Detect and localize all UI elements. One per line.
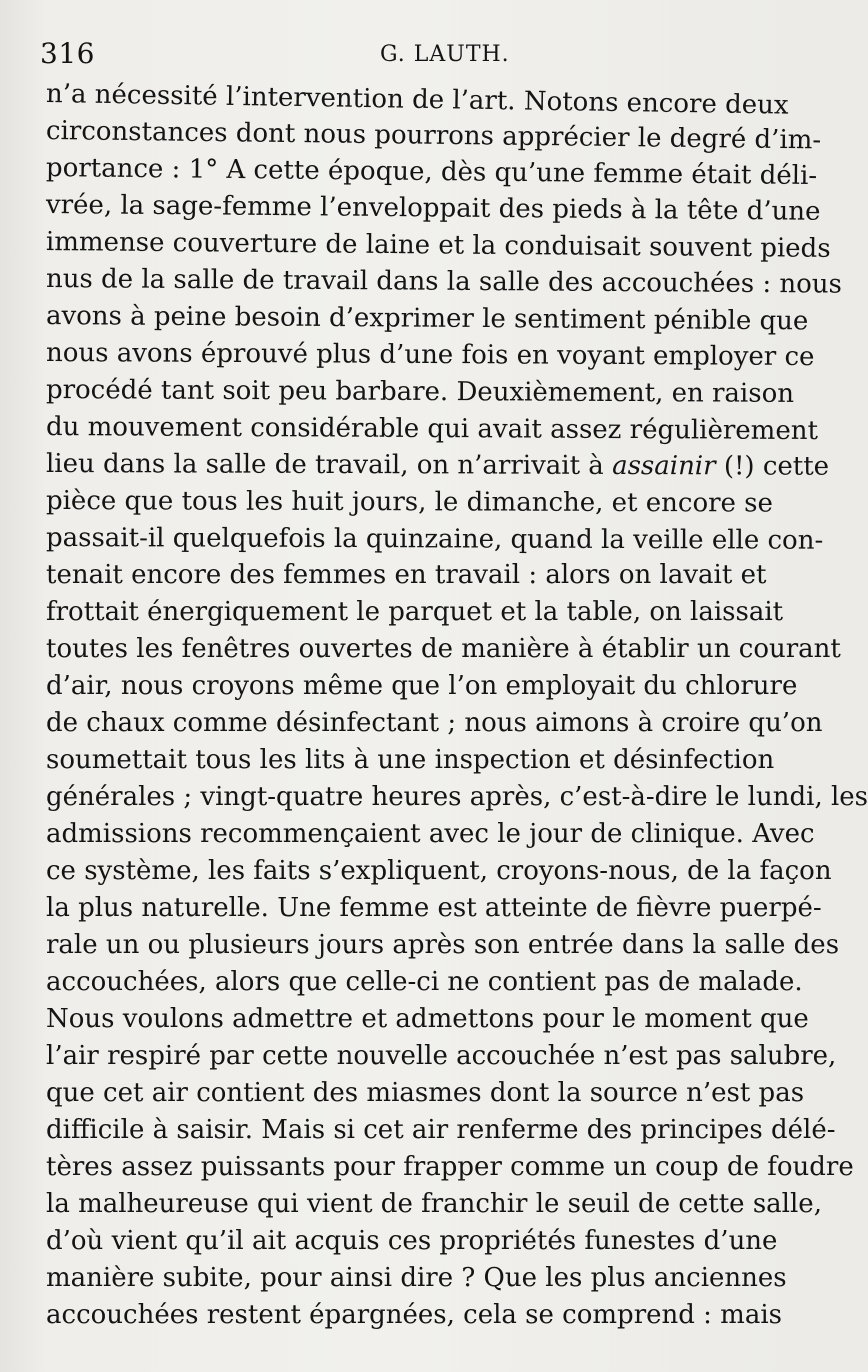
text-line: circonstances dont nous pourrons apprécier le degré d’im- [45, 116, 822, 156]
text-line: de chaux comme désinfectant ; nous aimons à croire qu’on [46, 708, 823, 738]
body-text [45, 76, 868, 1334]
text-line: soumettait tous les lits à une inspection et désinfection [46, 745, 775, 775]
text-line: ce système, les faits s’expliquent, croyons-nous, de la façon [46, 856, 832, 886]
text-line: d’où vient qu’il ait acquis ces propriétés funestes d’une [46, 1226, 778, 1256]
text-line: frottait énergiquement le parquet et la table, on laissait [46, 597, 784, 627]
italic-word: assainir [612, 450, 716, 482]
running-head-author: G. LAUTH. [380, 42, 510, 67]
text-line: avons à peine besoin d’exprimer le sentiment pénible que [45, 301, 809, 337]
text-line: n’a nécessité l’intervention de l’art. Notons encore deux [45, 79, 789, 121]
text-line: toutes les fenêtres ouvertes de manière à établir un courant [46, 634, 841, 664]
text-line: la malheureuse qui vient de franchir le seuil de cette salle, [46, 1189, 822, 1219]
text-line: vrée, la sage-femme l’enveloppait des pieds à la tête d’une [45, 190, 821, 227]
text-line: immense couverture de laine et la conduisait souvent pieds [45, 227, 831, 264]
text-line: du mouvement considérable qui avait assez régulièrement [45, 412, 819, 447]
text-segment: lieu dans la salle de travail, on n’arrivait à [45, 449, 613, 481]
text-line: rale un ou plusieurs jours après son entrée dans la salle des [46, 930, 840, 960]
text-line: nous avons éprouvé plus d’une fois en voyant employer ce [45, 338, 815, 373]
text-line: passait-il quelquefois la quinzaine, quand la veille elle con- [45, 523, 824, 556]
text-line [45, 446, 830, 485]
text-line: nus de la salle de travail dans la salle des accouchées : nous [45, 264, 843, 300]
page-number: 316 [40, 37, 95, 70]
text-line: procédé tant soit peu barbare. Deuxièmement, en raison [45, 375, 795, 409]
text-line: admissions recommençaient avec le jour de clinique. Avec [46, 819, 815, 849]
text-line: la plus naturelle. Une femme est atteinte de fièvre puerpé- [46, 893, 822, 923]
text-line: manière subite, pour ainsi dire ? Que les plus anciennes [46, 1263, 787, 1293]
text-line: tères assez puissants pour frapper comme un coup de foudre [46, 1152, 854, 1182]
text-line: que cet air contient des miasmes dont la source n’est pas [46, 1078, 805, 1108]
text-line: générales ; vingt-quatre heures après, c’est-à-dire le lundi, les [46, 782, 868, 812]
text-line: portance : 1° A cette époque, dès qu’une femme était déli- [45, 153, 818, 192]
text-line: Nous voulons admettre et admettons pour le moment que [46, 1004, 809, 1034]
running-head [38, 36, 760, 72]
text-line: tenait encore des femmes en travail : alors on lavait et [46, 560, 767, 590]
text-line: accouchées, alors que celle-ci ne contient pas de malade. [46, 967, 803, 997]
text-line: accouchées restent épargnées, cela se comprend : mais [46, 1300, 782, 1330]
text-line: l’air respiré par cette nouvelle accouchée n’est pas salubre, [46, 1041, 837, 1071]
text-line: d’air, nous croyons même que l’on employait du chlorure [46, 671, 798, 701]
text-line: difficile à saisir. Mais si cet air renferme des principes délé- [46, 1115, 836, 1145]
text-segment: (!) cette [715, 451, 830, 482]
text-line: pièce que tous les huit jours, le dimanche, et encore se [45, 486, 774, 519]
